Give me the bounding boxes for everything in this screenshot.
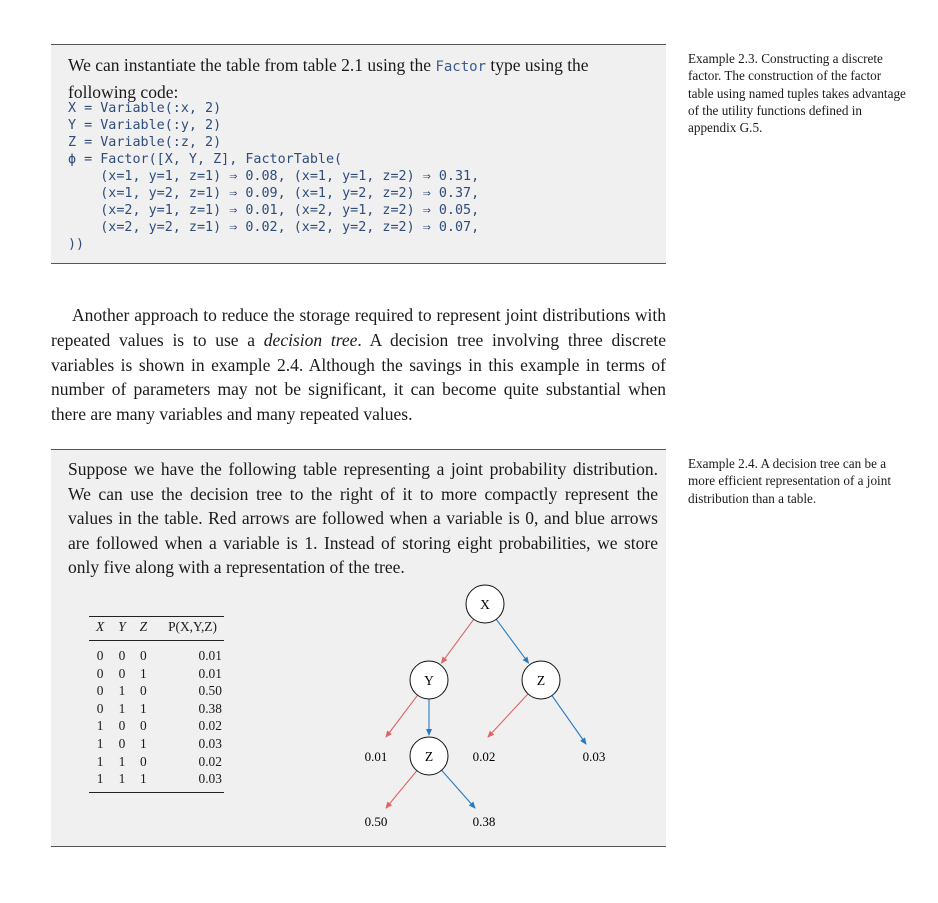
cell-probability: 0.01 [198,665,222,681]
cell-value: 1 [96,718,104,734]
lead-text: We can instantiate the table from table 2.1 using the [68,55,436,75]
cell-value: 1 [140,665,147,681]
tree-leaf-value: 0.01 [364,749,388,764]
code-line: (x=1, y=2, z=1) ⇒ 0.09, (x=1, y=2, z=2) ⇒ 0.37, [68,186,480,201]
tree-node-label: Z [536,673,546,688]
cell-value: 0 [96,665,104,681]
cell-value: 0 [96,700,104,716]
code-line: )) [68,237,85,252]
code-line: (x=2, y=2, z=1) ⇒ 0.02, (x=2, y=2, z=2) ⇒ 0.07, [68,220,480,235]
cell-value: 1 [118,683,126,699]
cell-value: 0 [118,718,126,734]
header-x: X [89,617,111,641]
example-2-3-side-note: Example 2.3. Constructing a discrete factor. The construction of the factor table using named tuples takes advantage of the utility functions defined in appendix G.5. [688,51,906,136]
cell-value: 1 [89,770,111,792]
tree-leaf-value: 0.50 [364,814,388,829]
cell-value: 1 [118,753,126,769]
header-z: Z [133,617,154,641]
blue-arrow [496,619,528,663]
cell-value: 1 [118,700,126,716]
lead-text: type using the following code: [68,55,589,102]
inline-code-factor: Factor [435,59,487,75]
header-probability: P(X,Y,Z) [154,617,224,641]
cell-probability: 0.50 [198,683,222,699]
paragraph-text: Another approach to reduce the storage required to represent joint distributions with repeated values is to use a [51,305,666,350]
red-arrow [386,771,417,808]
cell-value: 0 [118,665,126,681]
example-2-4-lead: Suppose we have the following table representing a joint probability distribution. We can use the decision tree to the right of it to more compactly represent the values in the table. Red arrows are followed when a variable is 0, and blue arrows are followed when a variable is 1. Instead of storing eight probabilities, we store only five along with a representation of the tree. [68,459,658,577]
code-line: Z = Variable(:z, 2) [68,135,222,150]
cell-probability: 0.38 [198,700,222,716]
tree-node-label: X [480,597,490,612]
header-y: Y [111,617,132,641]
tree-node-label: Z [424,749,434,764]
cell-value: 0 [96,683,104,699]
paragraph-emphasis: decision tree [263,329,358,350]
cell-value: 0 [140,683,147,699]
code-line: Y = Variable(:y, 2) [68,118,222,133]
code-line: (x=2, y=1, z=1) ⇒ 0.01, (x=2, y=1, z=2) ⇒ 0.05, [68,203,480,218]
cell-value: 1 [111,770,132,792]
cell-probability: 0.03 [154,770,224,792]
red-arrow [386,695,418,737]
cell-probability: 0.03 [198,735,222,751]
cell-value: 1 [140,700,147,716]
example-2-4-side-note: Example 2.4. A decision tree can be a more efficient representation of a joint distribution than a table. [688,456,891,506]
cell-value: 0 [118,648,126,663]
cell-value: 0 [140,718,147,734]
cell-probability: 0.02 [198,718,222,734]
cell-value: 1 [96,735,104,751]
tree-leaf-value: 0.03 [582,749,606,764]
red-arrow [441,619,473,663]
blue-arrow [442,770,475,808]
cell-value: 0 [140,648,147,663]
cell-value: 1 [133,770,154,792]
cell-probability: 0.02 [198,753,222,769]
code-line: (x=1, y=1, z=1) ⇒ 0.08, (x=1, y=1, z=2) ⇒ 0.31, [68,169,480,184]
red-arrow [488,694,528,737]
code-line: X = Variable(:x, 2) [68,101,222,116]
cell-value: 1 [96,753,104,769]
tree-leaf-value: 0.38 [472,814,496,829]
paragraph-text: . A decision tree involving three discrete variables is shown in example 2.4. Although the savings in this example in terms of number of parameters may not be significant, it can become quite substantial when there are many variables and many repeated values. [51,329,666,425]
cell-value: 1 [140,735,147,751]
cell-value: 0 [140,753,147,769]
tree-leaf-value: 0.02 [472,749,496,764]
tree-node-label: Y [424,673,434,688]
cell-value: 0 [118,735,126,751]
cell-value: 0 [96,648,104,663]
cell-probability: 0.01 [198,648,222,663]
code-line: ϕ = Factor([X, Y, Z], FactorTable( [68,152,343,167]
blue-arrow [552,696,586,744]
